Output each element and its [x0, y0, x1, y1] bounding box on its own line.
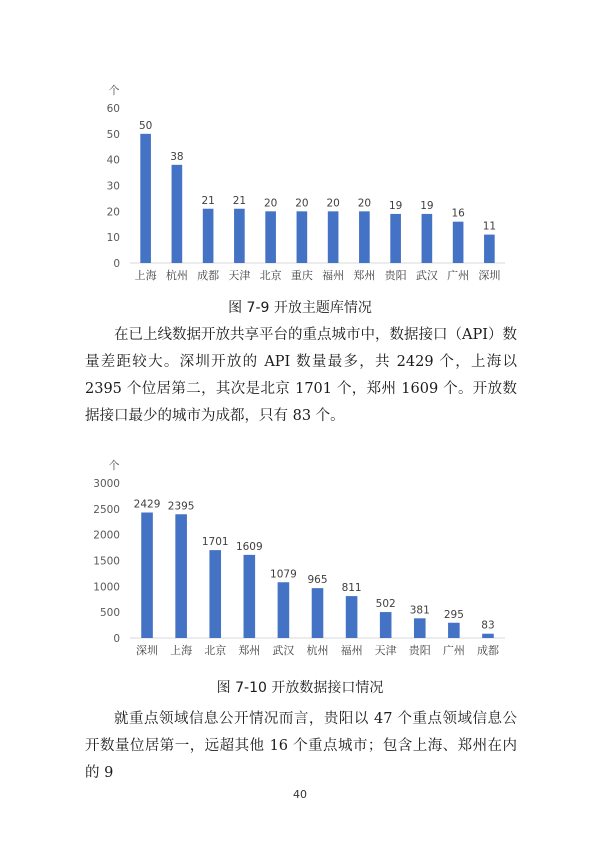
bar [172, 165, 183, 263]
x-tick-label: 杭州 [165, 269, 188, 282]
data-label: 83 [481, 619, 495, 632]
data-label: 20 [263, 197, 278, 210]
y-tick-label: 20 [106, 206, 120, 219]
data-label: 20 [295, 197, 309, 210]
bar [141, 513, 153, 638]
data-label: 381 [409, 604, 430, 617]
data-label: 21 [232, 194, 247, 207]
body-paragraph-api: 在已上线数据开放共享平台的重点城市中，数据接口（API）数量差距较大。深圳开放的 API 数量最多，共 2429 个，上海以 2395 个位居第二，其次是北京 1701 个，郑州 1609 个。开放数据接口最少的城市为成都，只有 83 个。 [85, 327, 517, 424]
bar [278, 582, 290, 638]
x-tick-label: 福州 [322, 269, 345, 282]
data-label: 38 [170, 150, 184, 163]
bar [414, 618, 426, 638]
bar [203, 209, 214, 263]
x-tick-label: 郑州 [238, 644, 261, 657]
bar [448, 623, 460, 638]
data-label: 20 [326, 197, 340, 210]
y-tick-label: 50 [106, 128, 120, 141]
data-label: 502 [375, 598, 396, 611]
bar [422, 214, 433, 263]
open-topic-library-bar-chart [85, 80, 515, 290]
data-label: 811 [341, 582, 362, 595]
x-tick-label: 武汉 [272, 644, 295, 657]
x-tick-label: 成都 [476, 644, 499, 657]
data-label: 965 [307, 574, 328, 587]
bar [453, 222, 464, 263]
y-tick-label: 2000 [93, 529, 120, 542]
data-label: 19 [388, 199, 403, 212]
bar [484, 235, 495, 263]
x-tick-label: 贵阳 [408, 644, 431, 657]
y-axis-unit-label: 个 [108, 459, 120, 472]
data-label: 1701 [201, 536, 229, 549]
y-tick-label: 40 [106, 154, 120, 167]
data-label: 295 [443, 608, 464, 621]
x-tick-label: 天津 [374, 644, 397, 657]
bar [328, 211, 339, 263]
x-tick-label: 郑州 [353, 269, 376, 282]
data-label: 50 [138, 119, 153, 132]
x-tick-label: 武汉 [415, 269, 438, 282]
bar [209, 550, 221, 638]
y-tick-label: 10 [106, 232, 120, 245]
bar [346, 596, 358, 638]
x-tick-label: 广州 [442, 644, 465, 657]
y-tick-label: 0 [113, 633, 120, 645]
open-data-api-bar-chart [85, 455, 515, 665]
data-label: 21 [201, 194, 215, 207]
bar [175, 514, 187, 638]
x-tick-label: 深圳 [136, 644, 159, 657]
x-tick-label: 贵阳 [384, 269, 407, 282]
bar [359, 211, 370, 263]
y-tick-label: 500 [99, 607, 120, 620]
bar [244, 555, 256, 638]
bar [312, 588, 324, 638]
bar [234, 209, 245, 263]
x-tick-label: 北京 [259, 269, 282, 282]
x-tick-label: 深圳 [478, 269, 501, 282]
bar [390, 214, 401, 263]
x-tick-label: 上海 [134, 269, 157, 282]
bar [140, 134, 151, 263]
x-tick-label: 北京 [204, 644, 227, 657]
y-tick-label: 60 [106, 103, 120, 115]
data-label: 16 [451, 207, 465, 220]
y-tick-label: 1500 [93, 555, 120, 568]
data-label: 1079 [270, 568, 297, 581]
data-label: 19 [420, 199, 434, 212]
figure-caption-7-10: 图 7-10 开放数据接口情况 [216, 680, 384, 696]
data-label: 20 [357, 197, 372, 210]
y-tick-label: 0 [113, 258, 120, 270]
x-tick-label: 福州 [340, 644, 363, 657]
y-axis-unit-label: 个 [108, 84, 120, 97]
x-tick-label: 成都 [197, 269, 220, 282]
x-tick-label: 上海 [170, 644, 193, 657]
data-label: 2429 [133, 498, 161, 511]
y-tick-label: 1000 [93, 581, 120, 594]
figure-caption-7-9: 图 7-9 开放主题库情况 [228, 300, 372, 316]
bar [482, 634, 494, 638]
bar [297, 211, 308, 263]
x-tick-label: 广州 [447, 269, 470, 282]
x-tick-label: 重庆 [290, 269, 313, 282]
page-number: 40 [293, 788, 307, 801]
y-tick-label: 2500 [93, 503, 120, 516]
x-tick-label: 天津 [228, 269, 251, 282]
data-label: 1609 [235, 540, 263, 553]
data-label: 2395 [167, 500, 195, 513]
bar [380, 612, 392, 638]
y-tick-label: 30 [106, 180, 120, 193]
x-tick-label: 杭州 [306, 644, 329, 657]
bar [265, 211, 276, 263]
body-paragraph-key-areas: 就重点领域信息公开情况而言，贵阳以 47 个重点领域信息公开数量位居第一，远超其他 16 个重点城市；包含上海、郑州在内的 9 [85, 711, 517, 781]
y-tick-label: 3000 [93, 478, 120, 490]
data-label: 11 [482, 220, 497, 233]
